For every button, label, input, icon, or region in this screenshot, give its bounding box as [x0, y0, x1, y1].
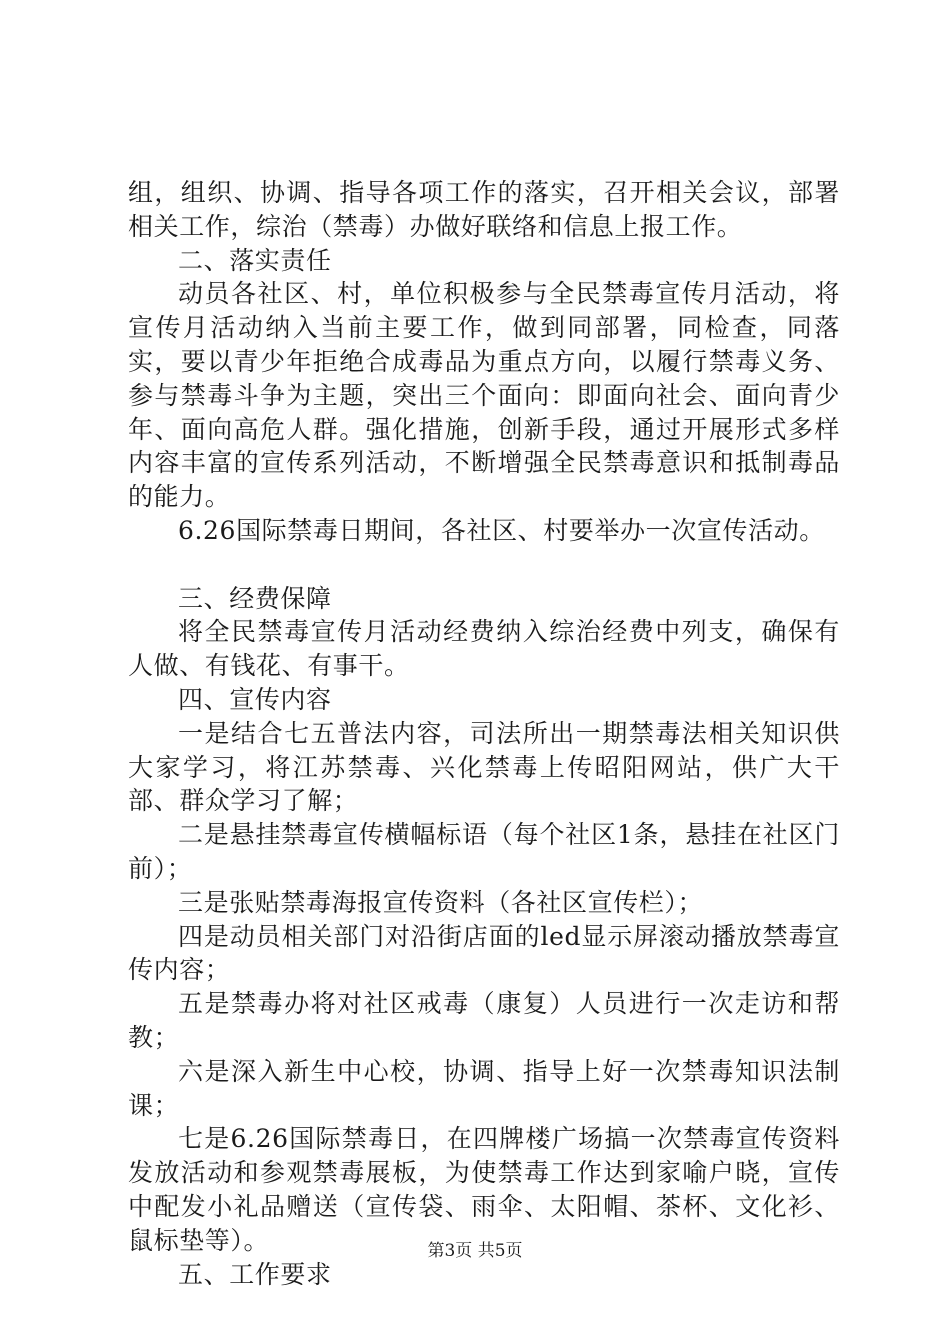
- list-item-2: 二是悬挂禁毒宣传横幅标语（每个社区1条，悬挂在社区门前）；: [128, 820, 840, 883]
- paragraph-mobilize: 动员各社区、村，单位积极参与全民禁毒宣传月活动，将宣传月活动纳入当前主要工作，做到同部署，同检查，同落实，要以青少年拒绝合成毒品为重点方向，以履行禁毒义务、参与禁毒斗争为主题，突出三个面向：即面向社会、面向青少年、面向高危人群。强化措施，创新手段，通过开展形式多样内容丰富的宣传系列活动，不断增强全民禁毒意识和抵制毒品的能力。: [128, 279, 840, 512]
- section-heading-requirements: 五、工作要求: [178, 1259, 332, 1289]
- list-item-1: 一是结合七五普法内容，司法所出一期禁毒法相关知识供大家学习，将江苏禁毒、兴化禁毒上传昭阳网站，供广大干部、群众学习了解；: [128, 718, 840, 816]
- section-heading-responsibility: 二、落实责任: [178, 245, 332, 275]
- section-heading-content: 四、宣传内容: [178, 684, 332, 714]
- list-item-6: 六是深入新生中心校，协调、指导上好一次禁毒知识法制课；: [128, 1056, 840, 1120]
- paragraph-funding: 将全民禁毒宣传月活动经费纳入综治经费中列支，确保有人做、有钱花、有事干。: [128, 617, 840, 681]
- paragraph-continued: 组，组织、协调、指导各项工作的落实，召开相关会议，部署相关工作，综治（禁毒）办做好联络和信息上报工作。: [128, 178, 840, 241]
- document-body: [128, 176, 840, 1291]
- paragraph-626-event: 6.26国际禁毒日期间，各社区、村要举办一次宣传活动。: [178, 515, 825, 545]
- list-item-3: 三是张贴禁毒海报宣传资料（各社区宣传栏）；: [178, 887, 704, 917]
- list-item-4: 四是动员相关部门对沿街店面的led显示屏滚动播放禁毒宣传内容；: [128, 921, 840, 985]
- list-item-5: 五是禁毒办将对社区戒毒（康复）人员进行一次走访和帮教；: [128, 989, 840, 1052]
- list-item-7: 七是6.26国际禁毒日，在四牌楼广场搞一次禁毒宣传资料发放活动和参观禁毒展板，为使禁毒工作达到家喻户晓，宣传中配发小礼品赠送（宣传袋、雨伞、太阳帽、茶杯、文化衫、鼠标垫等）。: [128, 1124, 840, 1255]
- page-footer: 第3页 共5页: [427, 1241, 523, 1261]
- section-heading-funding: 三、经费保障: [178, 583, 332, 613]
